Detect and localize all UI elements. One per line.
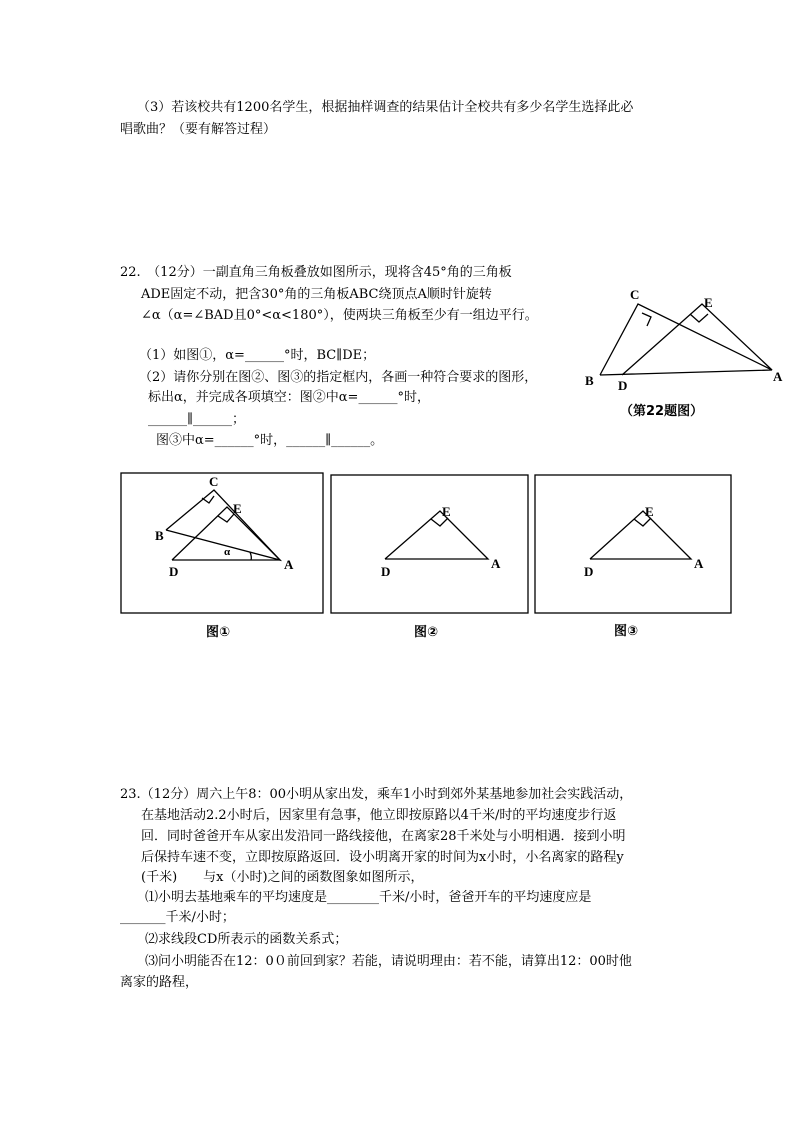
fig3-right-angle-e	[634, 518, 651, 526]
fig3-label-d: D	[584, 564, 594, 579]
fig2-right-angle-e	[431, 518, 448, 526]
q23-line4: 后保持车速不变，立即按原路返回．设小明离开家的时间为x小时，小名离家的路程y	[141, 850, 624, 865]
q23-part3a: ⑶问小明能否在12：0０前回到家？若能，请说明理由：若不能，请算出12：00时他	[145, 954, 632, 969]
q22-part2b: 标出α，并完成各项填空：图②中α=______°时，	[148, 390, 430, 405]
main-label-c: C	[630, 287, 640, 302]
fig2-triangle-ade	[385, 511, 488, 559]
fig1-label-c: C	[209, 474, 219, 489]
main-label-b: B	[585, 373, 594, 388]
fig1-caption: 图①	[206, 625, 231, 640]
fig3-label-e: E	[645, 504, 654, 519]
main-figure	[580, 282, 790, 392]
fig1-label-b: B	[155, 528, 164, 543]
fig3-caption: 图③	[614, 624, 639, 639]
figure-3	[534, 474, 734, 616]
q21-part3-line2: 唱歌曲？（要有解答过程）	[120, 122, 277, 137]
fig1-angle-arc	[250, 552, 251, 560]
fig1-right-angle-e	[218, 514, 234, 522]
fig1-label-d: D	[169, 564, 179, 579]
main-label-e: E	[704, 295, 713, 310]
q22-part2d: 图③中α=______°时，______∥______。	[156, 433, 384, 448]
triangle-abc	[600, 304, 772, 375]
q23-part3b: 离家的路程，	[120, 975, 199, 990]
fig2-label-d: D	[381, 564, 391, 579]
q22-line2: ADE固定不动，把含30°角的三角板ABC绕顶点A顺时针旋转	[141, 287, 492, 302]
main-figure-caption: （第22题图）	[620, 404, 704, 419]
fig1-label-e: E	[233, 501, 242, 516]
fig1-right-angle-c	[202, 496, 214, 503]
q23-line1: 23.（12分）周六上午8：00小明从家出发，乘车1小时到郊外某基地参加社会实践活动，	[120, 787, 633, 802]
q23-line2: 在基地活动2.2小时后，因家里有急事，他立即按原路以4千米/时的平均速度步行返	[141, 808, 617, 823]
figure-1	[120, 472, 325, 617]
q22-part1: （1）如图①，α=______°时，BC∥DE；	[139, 348, 376, 363]
q23-part1b: _______千米/小时；	[120, 910, 235, 925]
fig1-label-a: A	[284, 557, 294, 572]
q22-part2c: ______∥______；	[148, 412, 246, 427]
fig2-label-a: A	[491, 556, 501, 571]
q23-line3: 回．同时爸爸开车从家出发沿同一路线接他，在离家28千米处与小明相遇．接到小明	[141, 829, 626, 844]
q21-part3-line1: （3）若该校共有1200名学生，根据抽样调查的结果估计全校共有多少名学生选择此必	[137, 100, 634, 115]
fig1-label-alpha: α	[224, 546, 231, 558]
q22-line3: ∠α（α=∠BAD且0°<α<180°），使两块三角板至少有一组边平行。	[141, 308, 538, 323]
right-angle-c	[642, 313, 651, 326]
right-angle-e	[690, 314, 708, 322]
figure-2	[330, 474, 530, 616]
fig2-label-e: E	[442, 504, 451, 519]
main-label-d: D	[618, 378, 628, 393]
q23-part1a: ⑴小明去基地乘车的平均速度是________千米/小时，爸爸开车的平均速度应是	[145, 890, 592, 905]
q23-line5: (千米) 与x（小时)之间的函数图象如图所示，	[141, 870, 424, 885]
fig3-label-a: A	[694, 556, 704, 571]
q23-part2: ⑵求线段CD所表示的函数关系式；	[145, 932, 348, 947]
q22-part2a: （2）请你分别在图②、图③的指定框内，各画一种符合要求的图形，	[139, 370, 538, 385]
fig3-triangle-ade	[590, 511, 691, 559]
main-label-a: A	[773, 369, 783, 384]
q22-line1: 22. （12分）一副直角三角板叠放如图所示，现将含45°角的三角板	[120, 265, 512, 280]
fig2-caption: 图②	[414, 625, 439, 640]
